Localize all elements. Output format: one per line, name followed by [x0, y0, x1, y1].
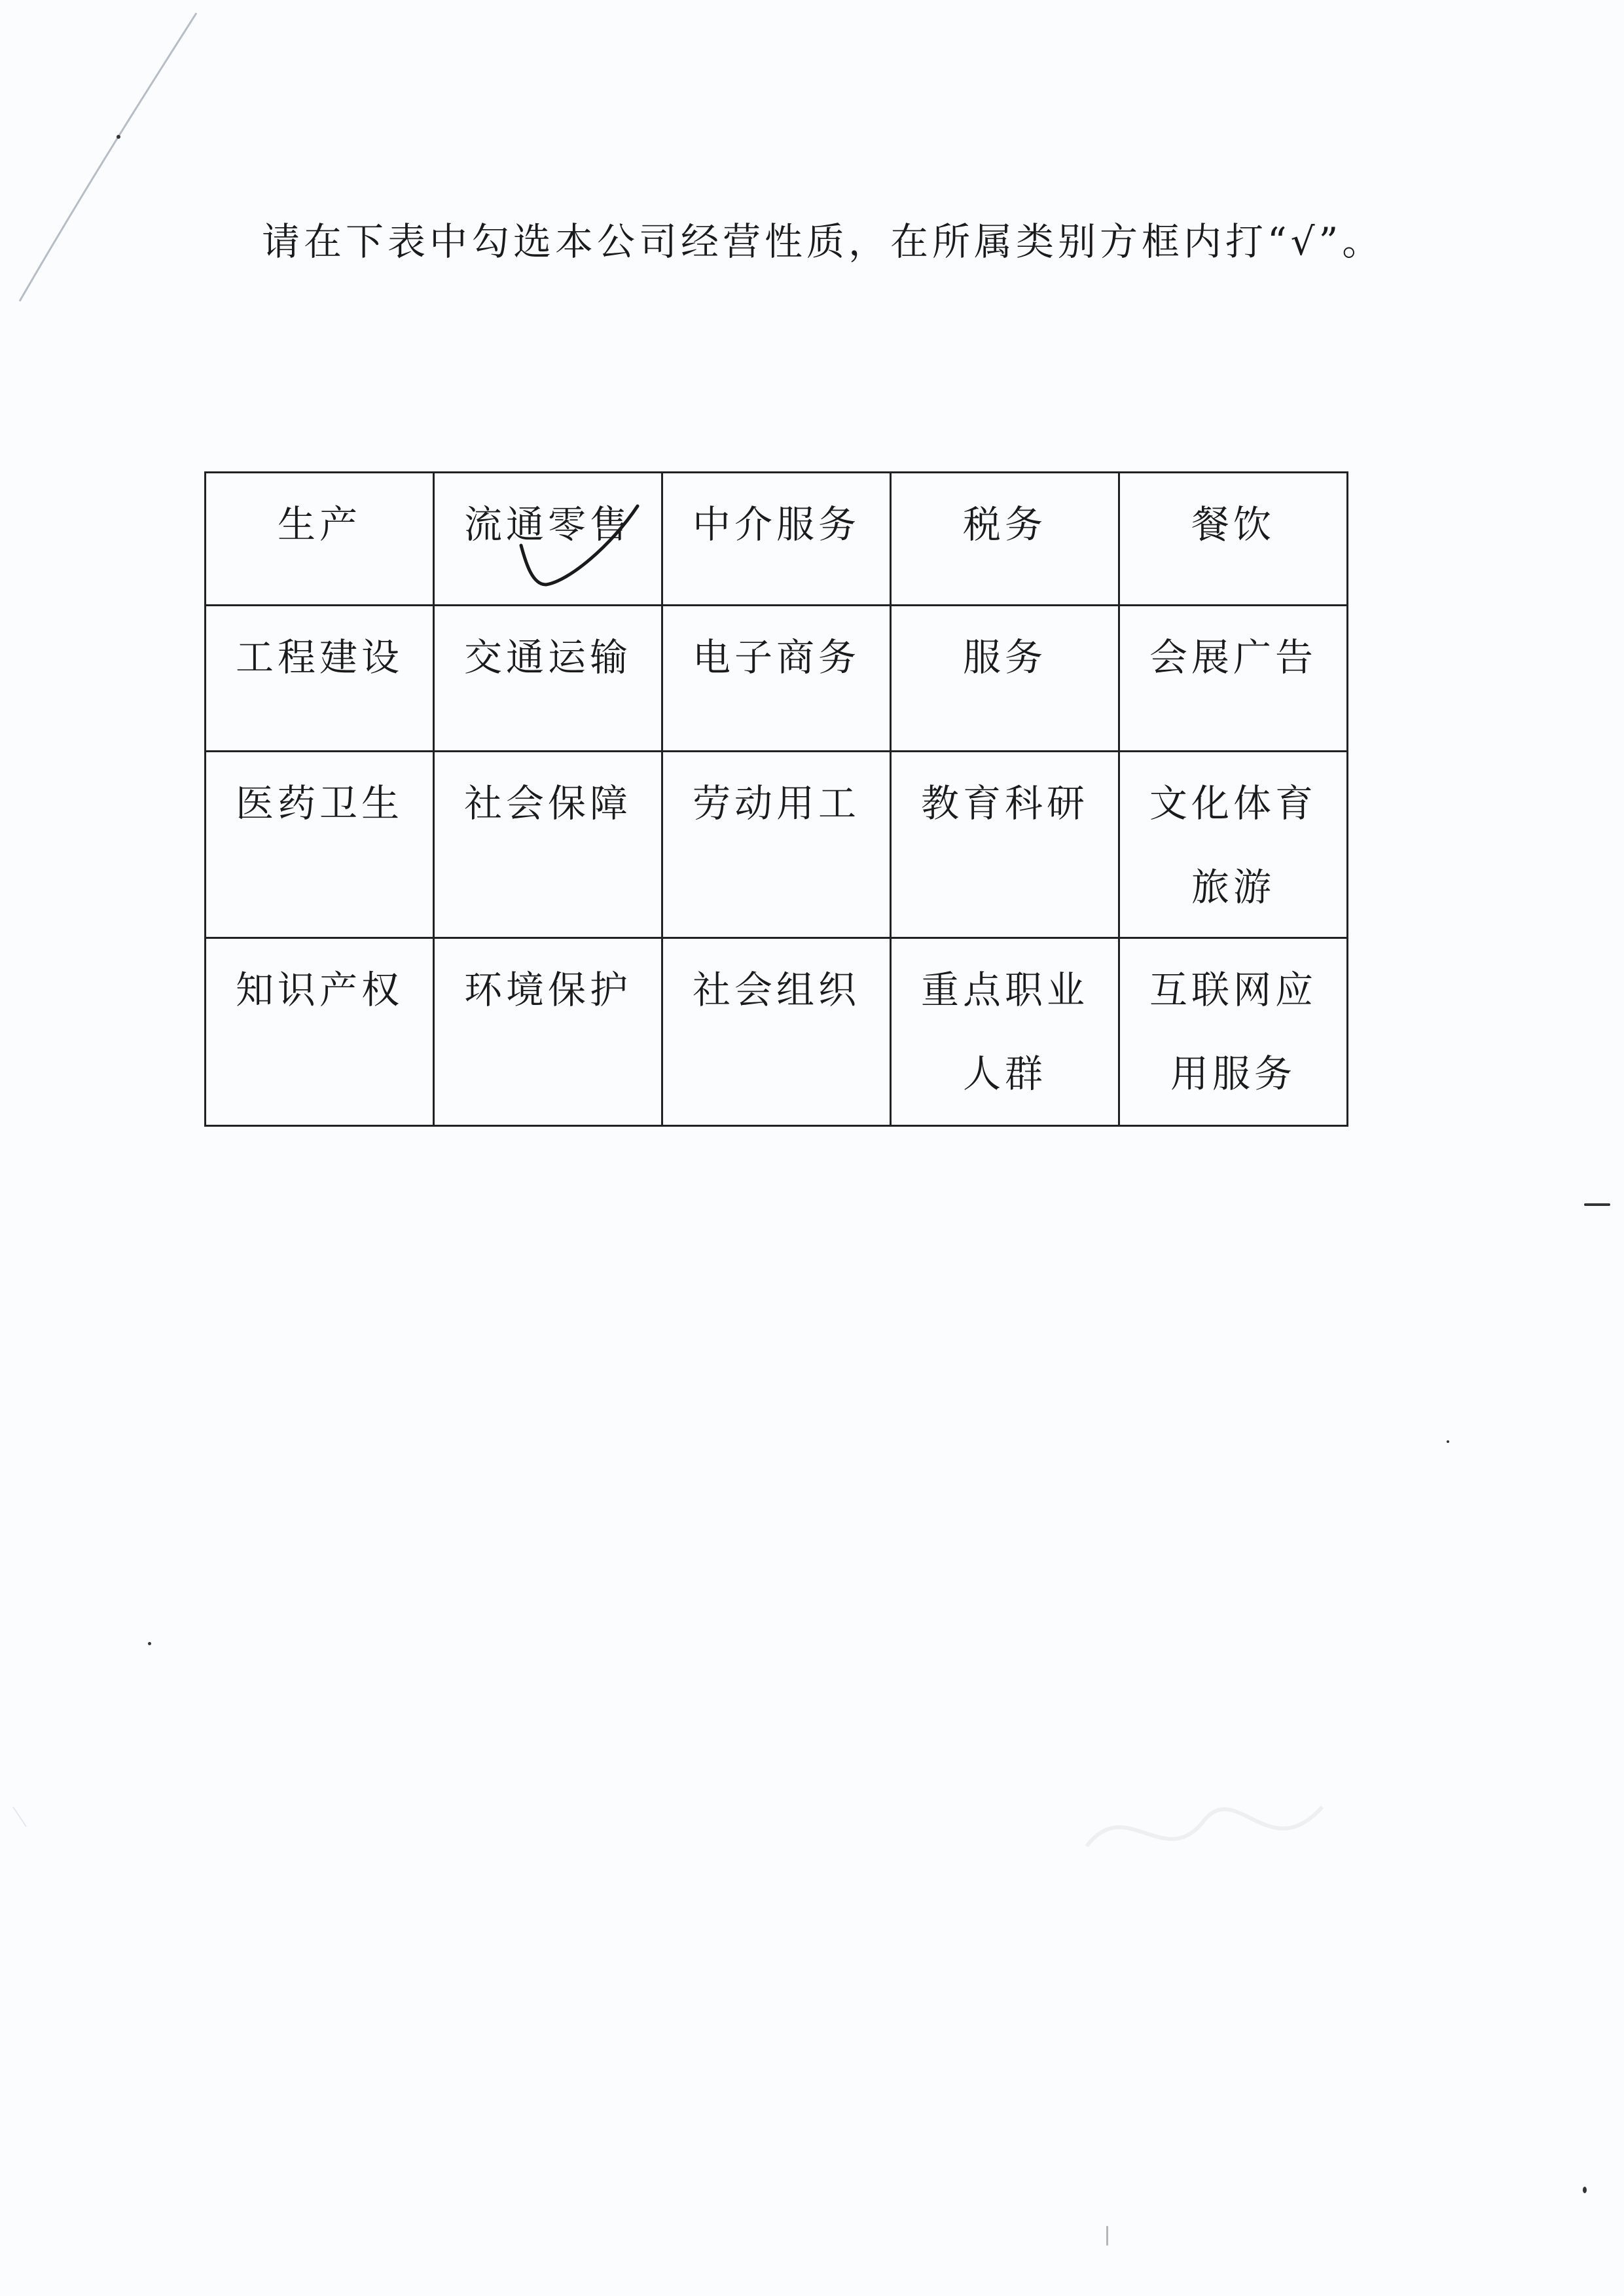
category-label: 餐饮	[1191, 502, 1275, 547]
category-cell[interactable]	[662, 752, 891, 938]
category-label: 环境保护	[463, 968, 632, 1012]
category-label: 劳动用工	[692, 781, 860, 826]
category-cell[interactable]	[206, 938, 434, 1126]
category-label: 医药卫生	[235, 781, 403, 826]
table-row	[206, 752, 1348, 938]
category-label: 税务	[962, 502, 1047, 547]
category-label: 互联网应用服务	[1149, 968, 1317, 1096]
category-label: 重点职业人群	[920, 968, 1089, 1096]
category-cell[interactable]	[891, 473, 1119, 606]
category-cell[interactable]	[206, 473, 434, 606]
scan-speck	[1583, 2187, 1587, 2193]
category-cell[interactable]	[434, 606, 662, 752]
category-cell[interactable]	[891, 606, 1119, 752]
category-label: 教育科研	[920, 781, 1089, 826]
category-cell[interactable]	[662, 473, 891, 606]
category-label: 社会保障	[463, 781, 632, 826]
category-cell[interactable]	[1119, 606, 1348, 752]
category-cell[interactable]	[206, 606, 434, 752]
scan-speck	[117, 135, 120, 139]
category-cell[interactable]	[662, 606, 891, 752]
table-row	[206, 938, 1348, 1126]
category-label: 文化体育旅游	[1149, 781, 1317, 909]
category-label: 知识产权	[235, 968, 403, 1012]
category-cell[interactable]	[1119, 752, 1348, 938]
category-label: 交通运输	[463, 635, 632, 680]
category-label: 工程建设	[235, 635, 403, 680]
category-cell[interactable]	[206, 752, 434, 938]
category-label: 流通零售	[463, 502, 632, 547]
category-cell[interactable]	[1119, 938, 1348, 1126]
category-label: 社会组织	[692, 968, 860, 1012]
category-cell[interactable]	[891, 752, 1119, 938]
category-label: 会展广告	[1149, 635, 1317, 680]
category-cell[interactable]	[434, 938, 662, 1126]
instruction-text: 请在下表中勾选本公司经营性质，在所属类别方框内打“√”。	[262, 219, 1384, 264]
scan-speck	[148, 1642, 151, 1645]
category-cell[interactable]	[891, 938, 1119, 1126]
business-category-table	[204, 471, 1348, 1127]
table-row	[206, 473, 1348, 606]
scan-speck	[1584, 1203, 1610, 1206]
table-row	[206, 606, 1348, 752]
category-label: 生产	[277, 502, 361, 547]
faint-signature-mark	[1074, 1768, 1335, 1899]
category-label: 电子商务	[692, 635, 860, 680]
category-label: 中介服务	[692, 502, 860, 547]
category-cell[interactable]	[662, 938, 891, 1126]
category-cell[interactable]	[1119, 473, 1348, 606]
scan-speck	[1447, 1440, 1449, 1443]
category-cell-selected[interactable]	[434, 473, 662, 606]
category-cell[interactable]	[434, 752, 662, 938]
scan-speck	[1106, 2226, 1108, 2246]
category-label: 服务	[962, 635, 1047, 680]
